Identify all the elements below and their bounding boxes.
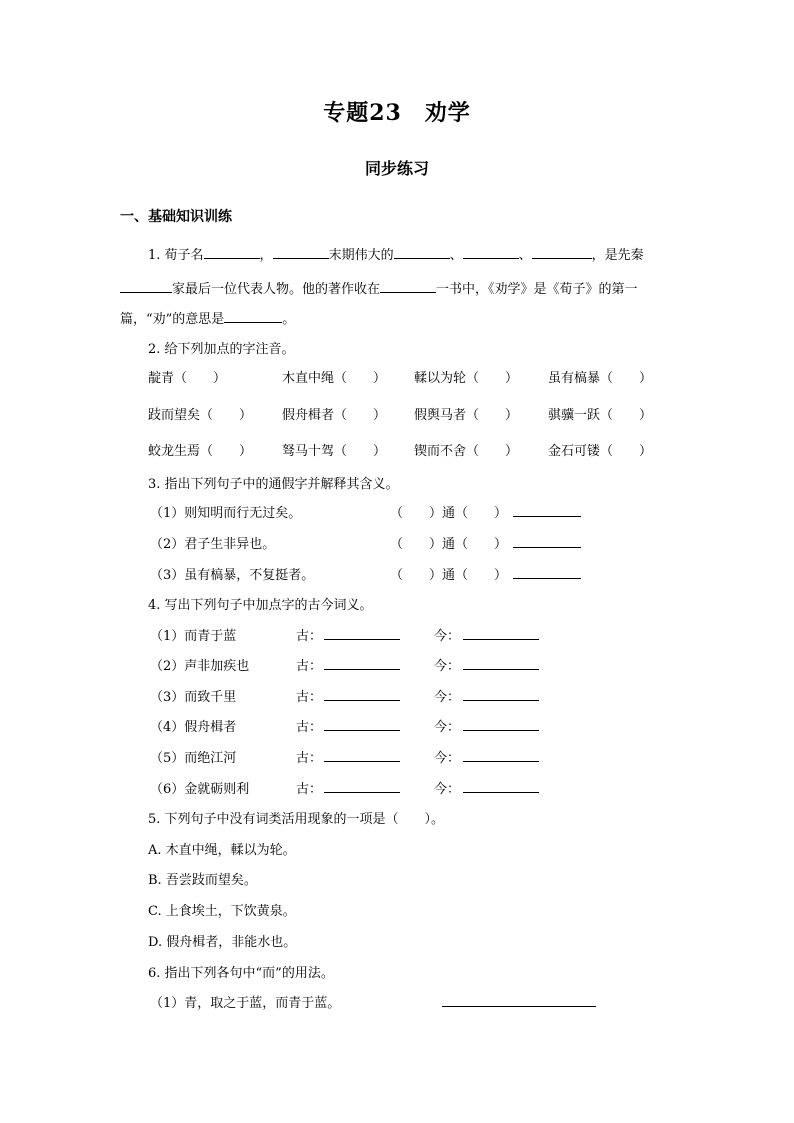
q6-prompt: 6. 指出下列各句中“而”的用法。	[148, 966, 334, 981]
q3-answer-line[interactable]	[513, 547, 581, 548]
q4-gu-label: 古：	[296, 720, 323, 735]
q3-tongjia: （ ）通（ ）	[390, 537, 508, 552]
q4-gu-line[interactable]	[324, 761, 400, 762]
q4-jin-line[interactable]	[463, 761, 539, 762]
q4-phrase: （3）而致千里	[150, 690, 237, 705]
q3-sentence: （1）则知明而行无过矣。	[150, 506, 302, 521]
q2-item: 驽马十驾（ ）	[282, 444, 387, 459]
q4-jin-label: 今：	[434, 690, 461, 705]
q4-gu-line[interactable]	[324, 730, 400, 731]
q4-prompt: 4. 写出下列句子中加点字的古今词义。	[148, 598, 373, 613]
q3-sentence: （2）君子生非异也。	[150, 537, 276, 552]
q2-item: 虽有槁暴（ ）	[548, 371, 653, 386]
section-heading: 一、基础知识训练	[120, 209, 232, 225]
q4-phrase: （2）声非加疾也	[150, 659, 250, 674]
q1-line-2: 家最后一位代表人物。他的著作收在 一书中，《劝学》是《荀子》的第一	[120, 278, 638, 297]
q4-jin-label: 今：	[434, 782, 461, 797]
q4-jin-label: 今：	[434, 659, 461, 674]
q2-item: 假舆马者（ ）	[414, 408, 519, 423]
q4-gu-line[interactable]	[324, 700, 400, 701]
q2-item: 木直中绳（ ）	[282, 371, 387, 386]
q2-item: 金石可镂（ ）	[548, 444, 653, 459]
q2-item: 蛟龙生焉（ ）	[148, 444, 253, 459]
q6-sentence: （1）青，取之于蓝，而青于蓝。	[150, 996, 341, 1011]
q2-item: 靛青（ ）	[148, 371, 227, 386]
q2-prompt: 2. 给下列加点的字注音。	[148, 342, 295, 357]
q1-line-1: 1. 荀子名 ， 末期伟大的 、 、 ，是先秦	[148, 244, 644, 263]
page-title: 专题23 劝学	[323, 100, 471, 126]
q4-gu-line[interactable]	[324, 639, 400, 640]
q4-gu-label: 古：	[296, 690, 323, 705]
page-subtitle: 同步练习	[364, 159, 429, 178]
q1-blank-book[interactable]	[380, 279, 436, 293]
q4-jin-line[interactable]	[463, 792, 539, 793]
q1-blank-role-1[interactable]	[394, 245, 450, 259]
q3-answer-line[interactable]	[513, 516, 581, 517]
q2-item: 骐骥一跃（ ）	[548, 408, 653, 423]
q4-jin-line[interactable]	[463, 700, 539, 701]
q4-jin-line[interactable]	[463, 669, 539, 670]
q5-option-c[interactable]: C. 上食埃土，下饮黄泉。	[148, 904, 296, 919]
q5-prompt: 5. 下列句子中没有词类活用现象的一项是（ ）。	[148, 812, 445, 827]
q1-blank-era[interactable]	[273, 245, 329, 259]
q4-phrase: （5）而绝江河	[150, 751, 237, 766]
q5-option-b[interactable]: B. 吾尝跂而望矣。	[148, 873, 257, 888]
q4-gu-line[interactable]	[324, 792, 400, 793]
q6-answer-line[interactable]	[442, 1006, 596, 1007]
q4-gu-label: 古：	[296, 659, 323, 674]
q3-tongjia: （ ）通（ ）	[390, 568, 508, 583]
q2-item: 輮以为轮（ ）	[414, 371, 519, 386]
q4-gu-line[interactable]	[324, 669, 400, 670]
q5-option-a[interactable]: A. 木直中绳，輮以为轮。	[148, 843, 296, 858]
q4-jin-label: 今：	[434, 629, 461, 644]
q2-item: 锲而不舍（ ）	[414, 444, 519, 459]
q1-blank-role-2[interactable]	[463, 245, 519, 259]
q4-gu-label: 古：	[296, 782, 323, 797]
q4-gu-label: 古：	[296, 629, 323, 644]
q4-jin-line[interactable]	[463, 730, 539, 731]
q2-item: 假舟楫者（ ）	[282, 408, 387, 423]
q5-option-d[interactable]: D. 假舟楫者，非能水也。	[148, 935, 297, 950]
q1-blank-meaning[interactable]	[224, 309, 282, 323]
q4-jin-line[interactable]	[463, 639, 539, 640]
q4-phrase: （6）金就砺则利	[150, 782, 250, 797]
q1-line-3: 篇，“劝”的意思是 。	[120, 308, 295, 327]
q4-gu-label: 古：	[296, 751, 323, 766]
q1-blank-school[interactable]	[120, 279, 172, 293]
q3-prompt: 3. 指出下列句子中的通假字并解释其含义。	[148, 477, 399, 492]
q4-jin-label: 今：	[434, 720, 461, 735]
q1-blank-role-3[interactable]	[532, 245, 592, 259]
q2-item: 跂而望矣（ ）	[148, 408, 253, 423]
q3-sentence: （3）虽有槁暴，不复挺者。	[150, 568, 315, 583]
q4-phrase: （4）假舟楫者	[150, 720, 237, 735]
q3-tongjia: （ ）通（ ）	[390, 506, 508, 521]
q4-jin-label: 今：	[434, 751, 461, 766]
q1-blank-name[interactable]	[204, 245, 260, 259]
q3-answer-line[interactable]	[513, 578, 581, 579]
q4-phrase: （1）而青于蓝	[150, 629, 237, 644]
